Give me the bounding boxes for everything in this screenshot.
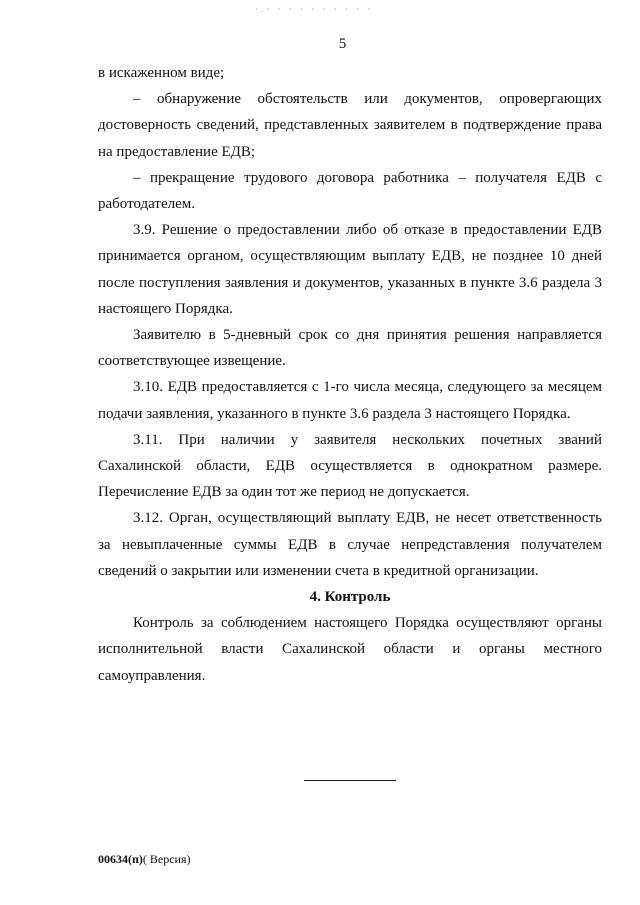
list-item-circumstances: – обнаружение обстоятельств или документов, опровергающих достоверность сведений, представленных заявителем в подтверждение права на предоставление ЕДВ; <box>98 91 602 160</box>
footer-document-code <box>98 852 191 867</box>
list-item-termination: – прекращение трудового договора работника – получателя ЕДВ с работодателем. <box>98 169 602 213</box>
clause-3-9: 3.9. Решение о предоставлении либо об отказе в предоставлении ЕДВ принимается органом, осуществляющим выплату ЕДВ, не позднее 10 дней после поступления заявления и документов, указанных в пункте 3.6 раздела 3 настоящего Порядка. <box>98 222 602 317</box>
section-4-paragraph: Контроль за соблюдением настоящего Порядка осуществляют органы исполнительной власти Сахалинской области и органы местного самоуправления. <box>98 615 602 684</box>
scan-artifact: ·.· · · · · · · · · · <box>255 4 374 12</box>
document-body <box>98 60 602 689</box>
clause-3-12: 3.12. Орган, осуществляющий выплату ЕДВ, не несет ответственность за невыплаченные суммы ЕДВ в случае непредставления получателем сведений о закрытии или изменении счета в кредитной организации. <box>98 510 602 579</box>
closing-rule <box>304 780 396 781</box>
document-version: ( Версия) <box>142 852 191 866</box>
clause-3-9-notice: Заявителю в 5-дневный срок со дня принятия решения направляется соответствующее извещение. <box>98 327 602 370</box>
page-number: 5 <box>338 36 347 52</box>
paragraph-continuation: в искаженном виде; <box>98 65 225 81</box>
clause-3-11: 3.11. При наличии у заявителя нескольких почетных званий Сахалинской области, ЕДВ осуществляется в однократном размере. Перечисление ЕДВ за один тот же период не допускается. <box>98 431 602 501</box>
document-code: 00634(п) <box>98 852 143 866</box>
section-heading: 4. Контроль <box>309 589 391 606</box>
clause-3-10: 3.10. ЕДВ предоставляется с 1-го числа месяца, следующего за месяцем подачи заявления, указанного в пункте 3.6 раздела 3 настоящего Порядка. <box>98 379 602 422</box>
